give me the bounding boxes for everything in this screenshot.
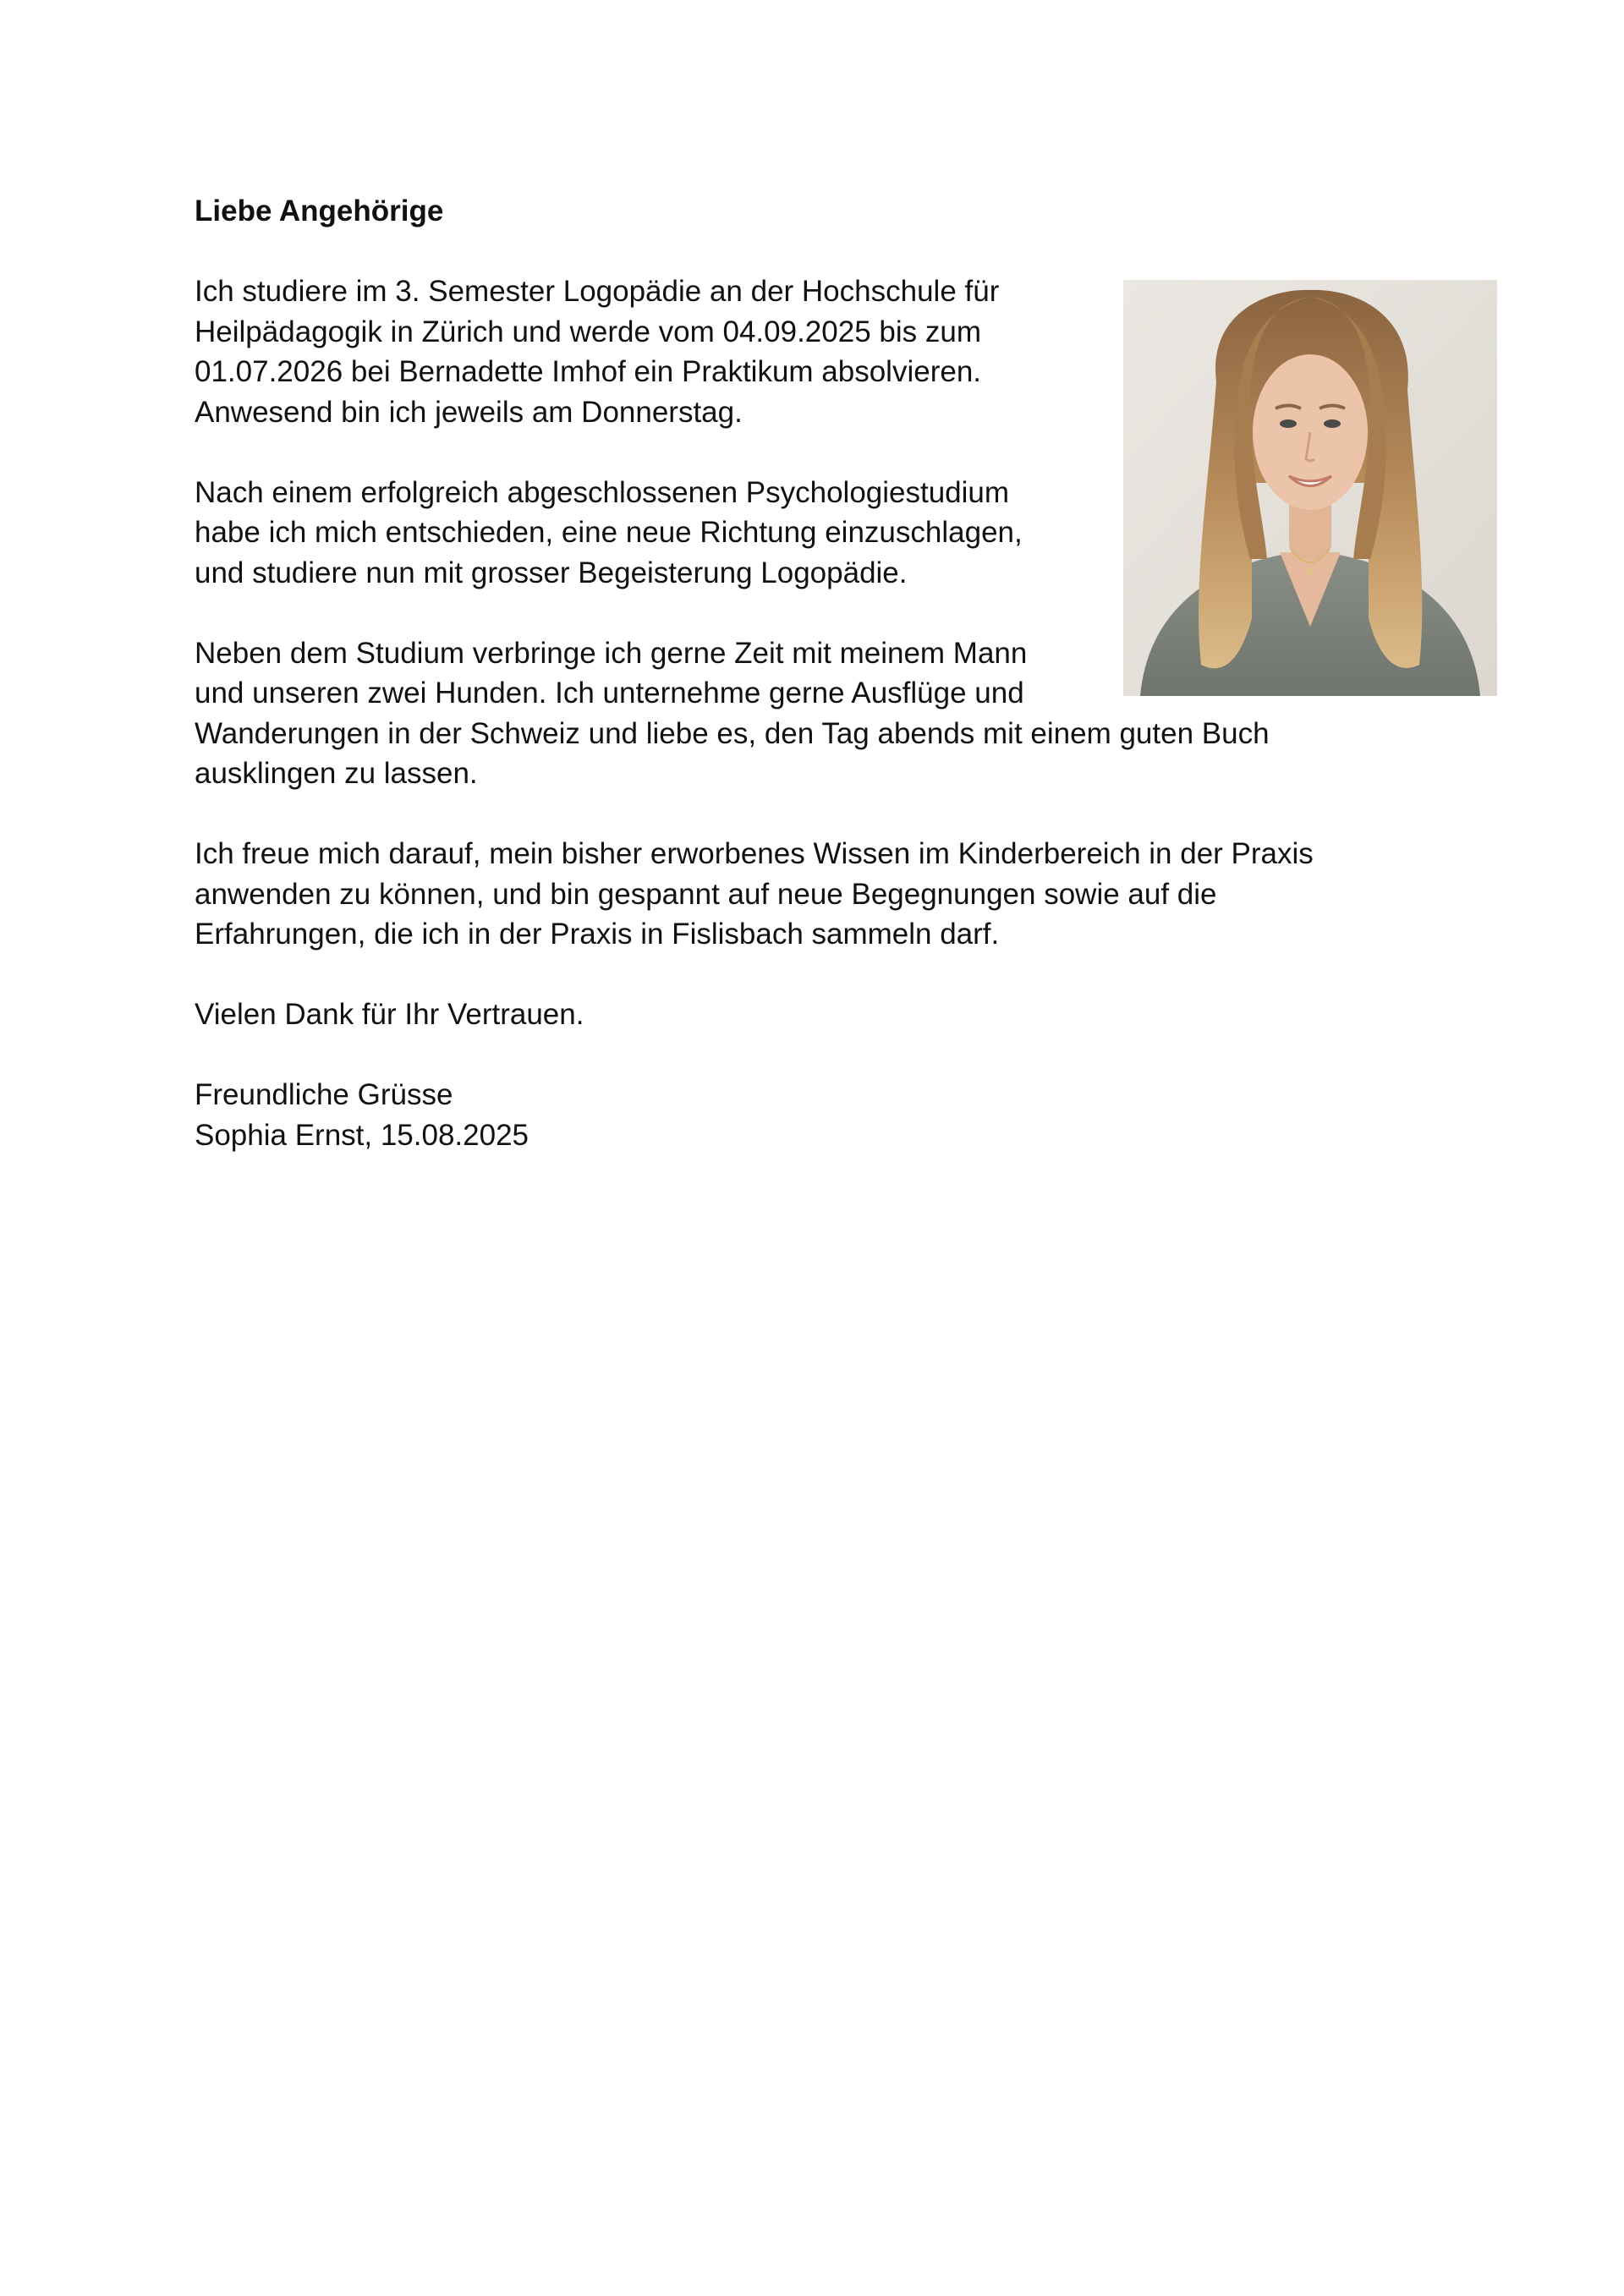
- portrait-illustration: [1123, 280, 1497, 696]
- portrait-photo: [1123, 280, 1497, 696]
- paragraph-background: Nach einem erfolgreich abgeschlossenen Psychologiestudium habe ich mich entschieden, eine neue Richtung einzuschlagen, und studiere nun mit grosser Begeisterung Logopädie.: [195, 475, 1023, 589]
- letter-signature: Sophia Ernst, 15.08.2025: [195, 1118, 529, 1152]
- paragraph-studies: Ich studiere im 3. Semester Logopädie an der Hochschule für Heilpädagogik in Zürich und werde vom 04.09.2025 bis zum 01.07.2026 bei Bernadette Imhof ein Praktikum absolvieren. Anwesend bin ich jeweils am Donnerstag.: [195, 275, 1000, 429]
- letter-closing: Freundliche Grüsse: [195, 1078, 453, 1111]
- paragraph-thanks: Vielen Dank für Ihr Vertrauen.: [195, 998, 584, 1031]
- paragraph-expectations: Ich freue mich darauf, mein bisher erworbenes Wissen im Kinderbereich in der Praxis anwenden zu können, und bin gespannt auf neue Begegnungen sowie auf die Erfahrungen, die ich in der Praxis in Fislisbach sammeln darf.: [195, 837, 1314, 951]
- letter-greeting: Liebe Angehörige: [195, 195, 444, 227]
- paragraph-hobbies: Neben dem Studium verbringe ich gerne Zeit mit meinem Mann und unseren zwei Hunden. Ich unternehme gerne Ausflüge und Wanderungen in der Schweiz und liebe es, den Tag abends mit einem guten Buch ausklingen zu lassen.: [195, 636, 1270, 790]
